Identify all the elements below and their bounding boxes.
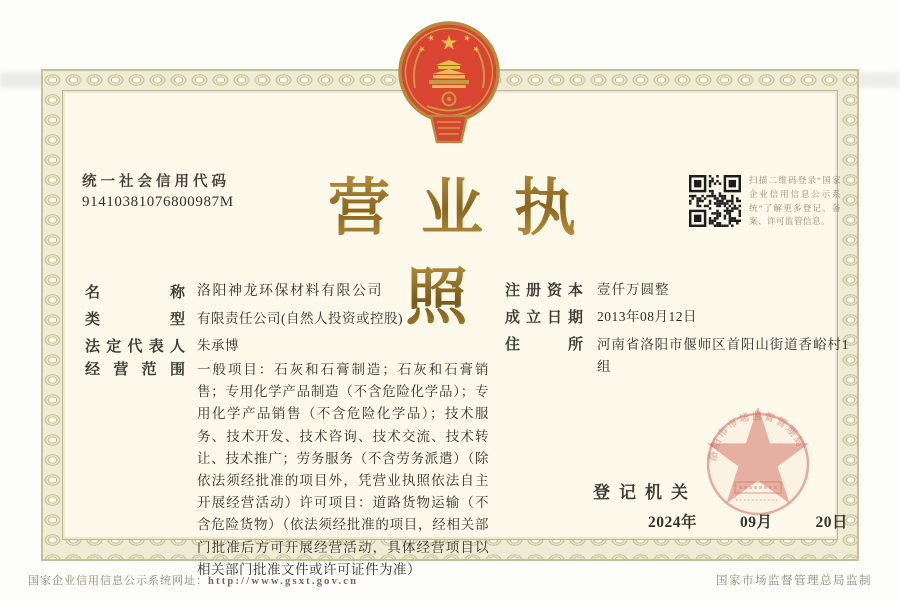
field-registered-capital (505, 279, 670, 300)
qr-block (689, 174, 841, 229)
issue-date (648, 510, 848, 532)
field-business-scope (85, 358, 489, 581)
field-address (505, 333, 849, 378)
establishment-date-value: 2013年08月12日 (597, 309, 697, 324)
company-type-label: 类型 (85, 312, 185, 328)
address-value: 河南省洛阳市偃师区首阳山街道香峪村1组 (597, 337, 849, 374)
footer-publicity-url: http://www.gsxt.gov.cn (208, 576, 359, 587)
national-emblem-icon (398, 18, 500, 144)
qr-caption: 扫描二维码登录“国家企业信用信息公示系统”了解更多登记、备案、许可监管信息。 (749, 175, 841, 227)
credit-code-block (82, 170, 234, 211)
registrar-seal (702, 408, 814, 520)
issue-date-year: 2024年 (648, 514, 698, 531)
company-name-label: 名称 (85, 285, 185, 301)
credit-code-value: 91410381076800987M (82, 194, 234, 210)
footer-publicity-label: 国家企业信用信息公示系统网址： (28, 575, 208, 587)
seal-arc-text: 洛阳市市场监督管理局 (707, 411, 806, 462)
business-scope-value: 一般项目：石灰和石膏制造；石灰和石膏销售；专用化学产品制造（不含危险化学品）；专用化学产品销售（不含危险化学品）；技术服务、技术开发、技术咨询、技术交流、技术转让、技术推广；劳务服务（不含劳务派遣）（除依法须经批准的项目外，凭营业执照依法自主开展经营活动）许可项目：道路货物运输（不含危险货物）（依法须经批准的项目，经相关部门批准后方可开展经营活动，具体经营项目以相关部门批准文件或许可证件为准） (197, 362, 489, 577)
field-legal-representative (85, 335, 239, 356)
field-company-name (85, 281, 383, 302)
address-label: 住所 (505, 337, 583, 353)
business-scope-label: 经营范围 (85, 362, 185, 378)
field-company-type (85, 308, 403, 329)
registered-capital-value: 壹仟万圆整 (597, 282, 670, 297)
credit-code-label: 统一社会信用代码 (82, 174, 230, 190)
footer-supervised-by: 国家市场监督管理总局监制 (716, 575, 872, 587)
company-type-value: 有限责任公司(自然人投资或控股) (197, 311, 403, 326)
establishment-date-label: 成立日期 (505, 310, 583, 326)
registrar-label: 登记机关 (593, 483, 697, 502)
company-name-value: 洛阳神龙环保材料有限公司 (197, 284, 383, 299)
legal-representative-label: 法定代表人 (85, 339, 185, 355)
field-establishment-date (505, 306, 697, 327)
registered-capital-label: 注册资本 (505, 283, 583, 299)
qr-code-icon (689, 174, 741, 228)
license-title: 营业执照 (252, 158, 652, 336)
issue-date-month: 09月 (739, 514, 773, 531)
issue-date-day: 20日 (815, 514, 848, 531)
legal-representative-value: 朱承博 (197, 338, 239, 353)
